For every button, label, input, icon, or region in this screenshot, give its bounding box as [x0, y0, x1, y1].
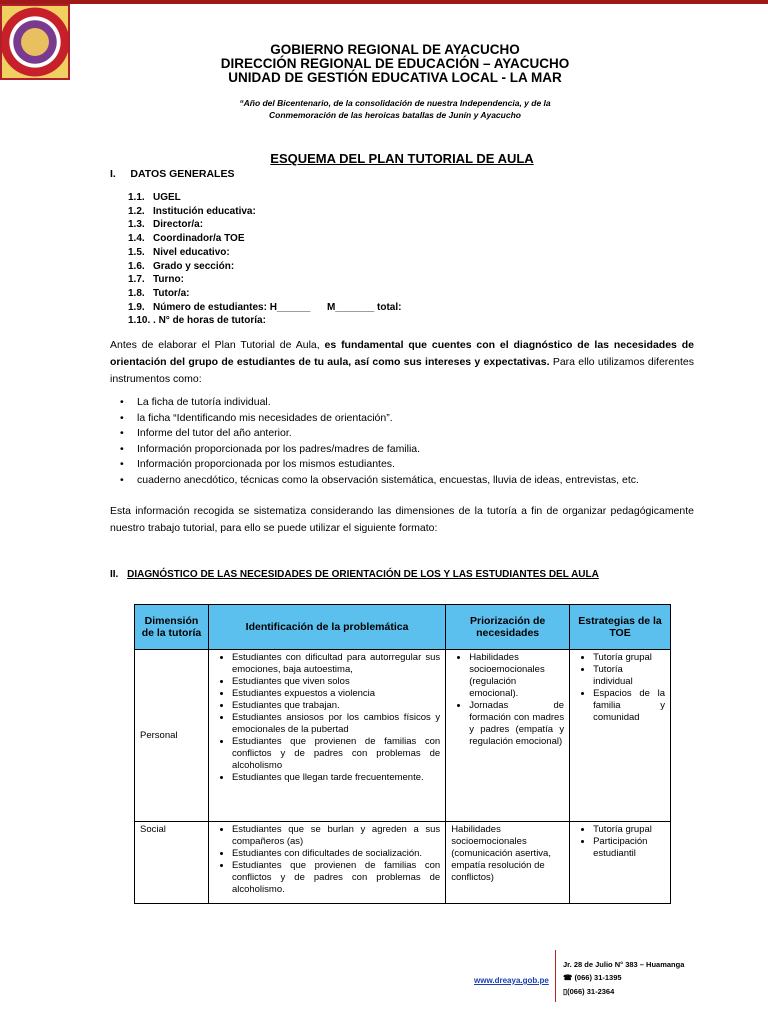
bullet-icon: •	[120, 411, 124, 424]
list-item: 1.6. Grado y sección:	[128, 260, 235, 272]
document-title: ESQUEMA DEL PLAN TUTORIAL DE AULA	[270, 151, 534, 166]
list-item	[120, 442, 639, 458]
bullet-text: la ficha “Identificando mis necesidades de orientación”.	[137, 411, 393, 424]
header-line-3: UNIDAD DE GESTIÓN EDUCATIVA LOCAL - LA MAR	[228, 70, 562, 85]
header-line-1: GOBIERNO REGIONAL DE AYACUCHO	[270, 42, 520, 57]
list-item: 1.5. Nivel educativo:	[128, 246, 230, 258]
strategies-cell	[570, 822, 671, 904]
dimension-cell: Personal	[135, 650, 209, 822]
footer-phone-2	[563, 987, 614, 996]
section-2-number: II.	[110, 569, 119, 580]
section-2-title: DIAGNÓSTICO DE LAS NECESIDADES DE ORIENTACIÓN DE LOS Y LAS ESTUDIANTES DEL AULA	[127, 569, 599, 580]
footer-phone-1	[563, 973, 622, 982]
intro-paragraph	[110, 337, 694, 388]
col-header-problems: Identificación de la problemática	[208, 605, 445, 650]
phone-icon: ☎	[563, 973, 575, 982]
bullet-text: La ficha de tutoría individual.	[137, 396, 271, 408]
list-item: • Estudiantes que viven solos	[232, 676, 440, 688]
list-item	[120, 411, 639, 427]
bullet-text: Informe del tutor del año anterior.	[137, 427, 292, 439]
education-directorate-seal-logo	[0, 4, 70, 80]
list-item: • Estudiantes que trabajan.	[232, 700, 440, 712]
col-header-strategies: Estrategias de la TOE	[570, 605, 671, 650]
bullet-icon: •	[120, 442, 124, 455]
instruments-list	[120, 395, 639, 488]
problems-cell	[208, 822, 445, 904]
footer-address: Jr. 28 de Julio N° 383 – Huamanga	[563, 960, 685, 969]
intro-text-end: Para ello utilizamos diferentes instrumentos como:	[110, 356, 694, 385]
list-item: 1.9. Número de estudiantes: H______ M_______ total:	[128, 301, 402, 313]
list-item: • Tutoría grupal	[593, 652, 665, 664]
table-row	[135, 822, 671, 904]
list-item: 1.1. UGEL	[128, 192, 181, 203]
list-item: • Estudiantes expuestos a violencia	[232, 688, 440, 700]
col-header-dimension: Dimensión de la tutoría	[135, 605, 209, 650]
list-item: 1.7. Turno:	[128, 274, 184, 286]
website-link[interactable]: www.dreaya.gob.pe	[474, 976, 549, 985]
list-item: • Tutoría grupal	[593, 824, 665, 836]
bullet-text: Información proporcionada por los mismos estudiantes.	[137, 458, 395, 470]
list-item: • Estudiantes con dificultad para autorregular sus emociones, baja autoestima,	[232, 652, 440, 676]
list-item: 1.8. Tutor/a:	[128, 287, 190, 299]
general-data-list	[128, 191, 401, 328]
header-line-2: DIRECCIÓN REGIONAL DE EDUCACIÓN – AYACUCHO	[220, 56, 570, 71]
bullet-icon: •	[120, 427, 124, 439]
list-item: • Estudiantes con dificultades de socialización.	[232, 848, 440, 860]
list-item: • Estudiantes ansiosos por los cambios físicos y emocionales de la pubertad	[232, 712, 440, 736]
list-item	[120, 473, 639, 489]
list-item: • Participación estudiantil	[593, 836, 665, 860]
bullet-text: cuaderno anecdótico, técnicas como la observación sistemática, encuestas, lluvia de ideas, entrevistas, etc.	[137, 473, 639, 486]
footer-divider	[555, 950, 556, 1002]
motto-line-1: “Año del Bicentenario, de la consolidación de nuestra Independencia, y de la	[239, 98, 551, 108]
needs-cell: Habilidades socioemocionales (comunicación asertiva, empatía resolución de conflictos)	[446, 822, 570, 904]
strategies-cell	[570, 650, 671, 822]
list-item: 1.4. Coordinador/a TOE	[128, 233, 245, 245]
list-item: • Jornadas de formación con madres y padres (empatía y regulación emocional)	[469, 700, 564, 748]
phone-icon: ▯	[563, 987, 568, 996]
problems-cell	[208, 650, 445, 822]
list-item: • Estudiantes que llegan tarde frecuentemente.	[232, 772, 440, 784]
regional-government-seal-logo	[0, 0, 768, 4]
needs-cell	[446, 650, 570, 822]
list-item	[120, 457, 639, 473]
list-item: • Estudiantes que provienen de familias con conflictos y de padres con problemas de alcoholismo	[232, 736, 440, 772]
list-item: 1.3. Director/a:	[128, 219, 204, 231]
list-item: • Espacios de la familia y comunidad	[593, 688, 665, 724]
bullet-text: Información proporcionada por los padres/madres de familia.	[137, 442, 421, 455]
bullet-icon: •	[120, 396, 124, 408]
list-item: • Tutoría individual	[593, 664, 665, 688]
dimension-cell: Social	[135, 822, 209, 904]
section-2-heading	[110, 569, 599, 580]
bullet-icon: •	[120, 458, 124, 470]
list-item: • Habilidades socioemocionales (regulación emocional).	[469, 652, 564, 700]
list-item: 1.2. Institución educativa:	[128, 205, 256, 217]
motto-line-2: Conmemoración de las heroicas batallas de Junín y Ayacucho	[269, 110, 521, 120]
list-item: • Estudiantes que se burlan y agreden a sus compañeros (as)	[232, 824, 440, 848]
list-item	[120, 426, 639, 442]
format-paragraph: Esta información recogida se sistematiza considerando las dimensiones de la tutoría a fin de organizar pedagógicamente nuestro trabajo tutorial, para ello se puede utilizar el siguiente formato:	[110, 505, 694, 534]
col-header-needs: Priorización de necesidades	[446, 605, 570, 650]
list-item: 1.10. . N° de horas de tutoría:	[128, 315, 266, 327]
section-1-heading: I. DATOS GENERALES	[110, 168, 235, 180]
phone-2-text: (066) 31-2364	[567, 987, 615, 996]
list-item: • Estudiantes que provienen de familias con conflictos y de padres con problemas de alcoholismo.	[232, 860, 440, 896]
phone-1-text: (066) 31-1395	[574, 973, 622, 982]
diagnosis-table	[134, 604, 671, 904]
table-row	[135, 650, 671, 822]
list-item	[120, 395, 639, 411]
bullet-icon: •	[120, 473, 124, 486]
intro-text: Antes de elaborar el Plan Tutorial de Aula,	[110, 339, 325, 351]
table-header-row	[135, 605, 671, 650]
intro-bold-text: es fundamental que cuentes con el diagnóstico de las necesidades de orientación del grupo de estudiantes de tu aula, así como sus intereses y expectativas.	[110, 339, 694, 368]
